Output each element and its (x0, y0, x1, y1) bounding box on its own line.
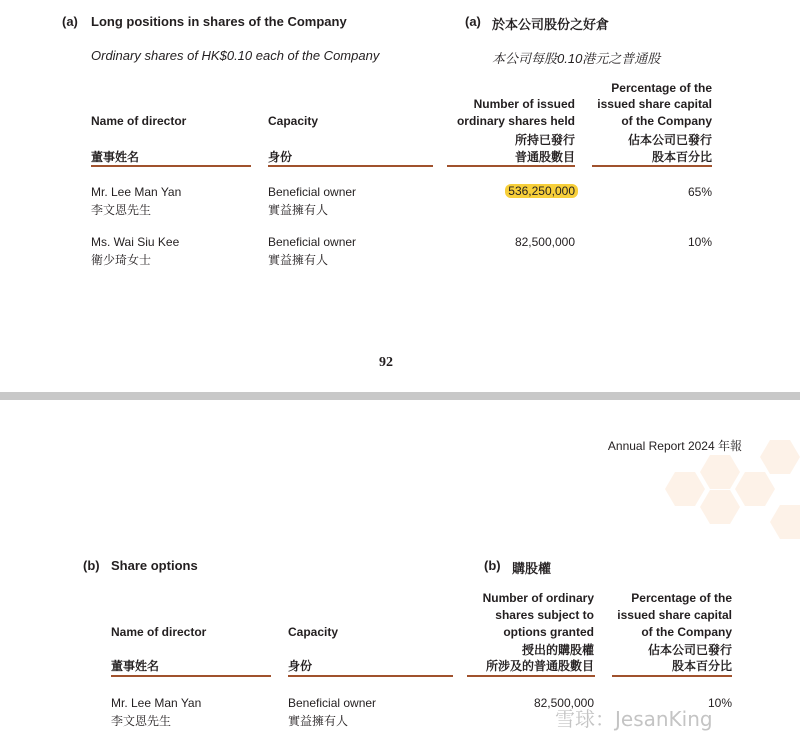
page-header-annual-report: Annual Report 2024 年報 (607, 439, 742, 453)
b-header-shares-en-1: Number of ordinary (482, 591, 594, 605)
header-pct-en-3: of the Company (621, 114, 712, 128)
row2-name-en: Ms. Wai Siu Kee (91, 235, 180, 249)
header-name-zh: 董事姓名 (91, 150, 140, 164)
b-header-pct-zh-2: 股本百分比 (671, 659, 732, 673)
section-b-title-zh: 購股權 (512, 561, 552, 576)
b-header-shares-en-2: shares subject to (495, 608, 594, 622)
row2-capacity-en: Beneficial owner (268, 235, 357, 249)
section-a-subtitle-zh: 本公司每股0.10港元之普通股 (492, 51, 661, 66)
header-shares-en-1: Number of issued (473, 97, 575, 111)
b-header-shares-zh-1: 授出的購股權 (521, 643, 594, 657)
b-rule-capacity (288, 675, 453, 677)
section-a-title-zh: 於本公司股份之好倉 (492, 17, 610, 32)
b-rule-pct (612, 675, 732, 677)
decor-hexagon (760, 440, 800, 474)
row2-name-zh: 衛少琦女士 (91, 253, 152, 267)
b-row1-shares: 82,500,000 (533, 696, 594, 710)
b-row1-name-en: Mr. Lee Man Yan (111, 696, 202, 710)
row1-capacity-zh: 實益擁有人 (268, 203, 329, 217)
b-header-shares-en-3: options granted (503, 625, 594, 639)
decor-hexagon (700, 455, 740, 489)
b-header-shares-zh-2: 所涉及的普通股數目 (485, 659, 594, 673)
b-rule-name (111, 675, 271, 677)
b-header-name-en: Name of director (111, 625, 207, 639)
header-pct-en-1: Percentage of the (611, 81, 712, 95)
watermark: 雪球：JesanKing (555, 707, 713, 731)
b-row1-capacity-zh: 實益擁有人 (288, 714, 349, 728)
row1-pct: 65% (687, 185, 712, 199)
b-header-capacity-zh: 身份 (288, 659, 313, 673)
header-shares-zh-1: 所持已發行 (514, 133, 575, 147)
b-row1-capacity-en: Beneficial owner (288, 696, 377, 710)
header-shares-en-2: ordinary shares held (456, 114, 575, 128)
section-b-marker-zh: (b) (484, 558, 501, 573)
b-header-pct-en-3: of the Company (641, 625, 732, 639)
section-a-marker-en: (a) (62, 14, 78, 29)
row1-capacity-en: Beneficial owner (268, 185, 357, 199)
row2-capacity-zh: 實益擁有人 (268, 253, 329, 267)
page-number: 92 (379, 355, 393, 370)
rule-shares (447, 165, 575, 167)
row1-name-en: Mr. Lee Man Yan (91, 185, 182, 199)
b-row1-name-zh: 李文恩先生 (111, 714, 172, 728)
decor-hexagon (665, 472, 705, 506)
header-capacity-en: Capacity (268, 114, 319, 128)
b-header-name-zh: 董事姓名 (111, 659, 160, 673)
row2-pct: 10% (687, 235, 712, 249)
header-capacity-zh: 身份 (268, 150, 293, 164)
b-header-pct-en-1: Percentage of the (631, 591, 732, 605)
b-header-pct-en-2: issued share capital (617, 608, 732, 622)
rule-pct (592, 165, 712, 167)
decor-hexagon (770, 505, 800, 539)
header-shares-zh-2: 普通股數目 (514, 150, 575, 164)
row1-shares (505, 184, 578, 198)
header-pct-en-2: issued share capital (597, 97, 712, 111)
rule-capacity (268, 165, 433, 167)
section-a-title-en: Long positions in shares of the Company (91, 14, 347, 29)
decor-hexagon (700, 490, 740, 524)
b-header-pct-zh-1: 佔本公司已發行 (647, 643, 732, 657)
section-a-marker-zh: (a) (465, 14, 481, 29)
rule-name (91, 165, 251, 167)
header-pct-zh-2: 股本百分比 (651, 150, 712, 164)
row2-shares: 82,500,000 (514, 235, 575, 249)
decor-hexagon (735, 472, 775, 506)
b-row1-pct: 10% (707, 696, 732, 710)
section-a-subtitle-en: Ordinary shares of HK$0.10 each of the Company (91, 48, 380, 63)
section-b-title-en: Share options (111, 558, 198, 573)
section-b-marker-en: (b) (83, 558, 100, 573)
b-rule-shares (467, 675, 595, 677)
b-header-capacity-en: Capacity (288, 625, 339, 639)
header-name-en: Name of director (91, 114, 187, 128)
row1-shares-highlight: 536,250,000 (505, 184, 578, 198)
page-separator (0, 392, 800, 400)
row1-name-zh: 李文恩先生 (91, 203, 152, 217)
header-pct-zh-1: 佔本公司已發行 (627, 133, 712, 147)
